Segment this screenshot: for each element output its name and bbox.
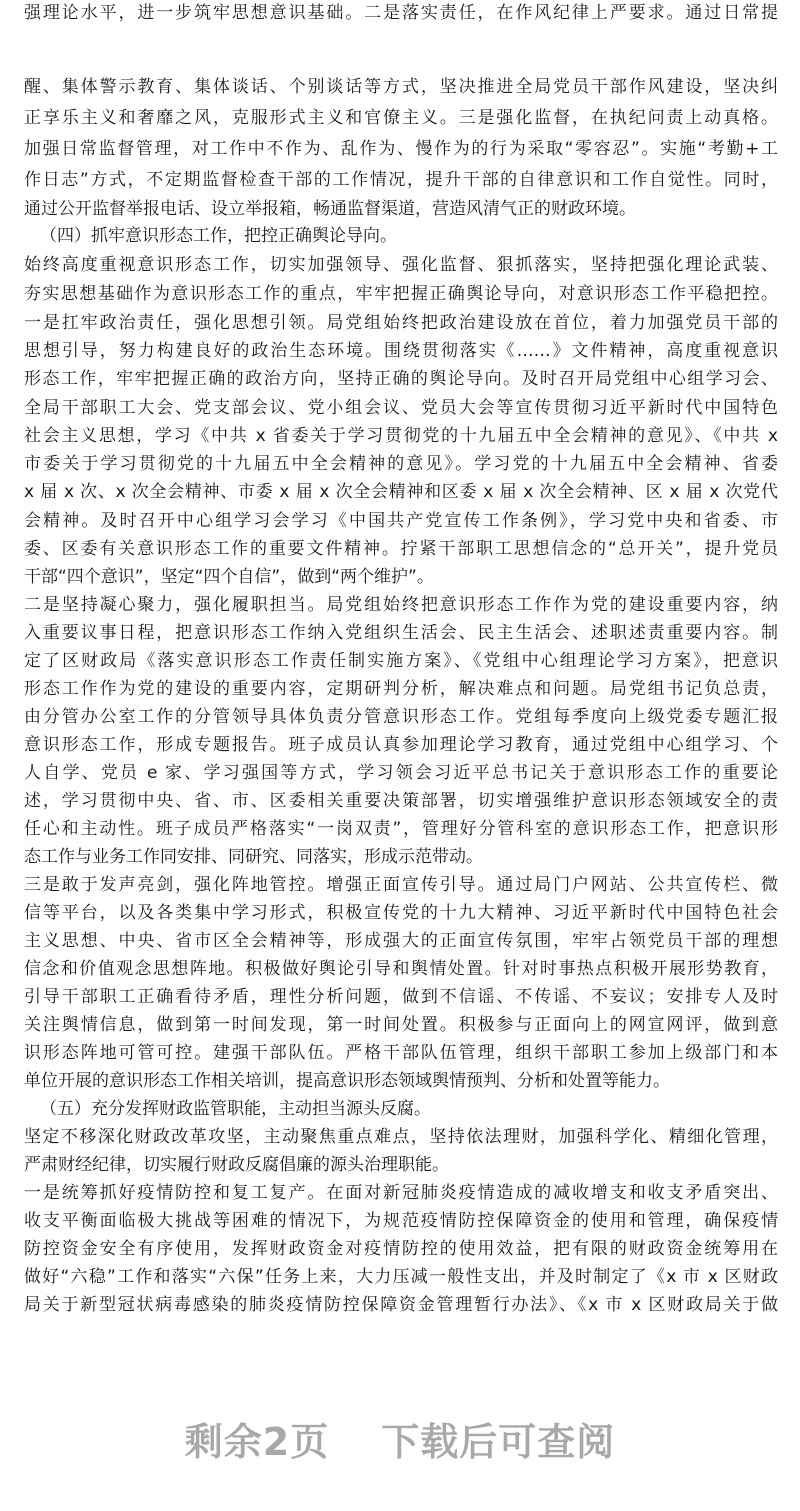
text-line: 强理论水平，进一步筑牢思想意识基础。二是落实责任，在作风纪律上严要求。通过日常提 <box>24 3 778 23</box>
text-line: 思想引导，努力构建良好的政治生态环境。围绕贯彻落实《……》文件精神，高度重视意识 <box>24 341 778 361</box>
text-line: 委、区委有关意识形态工作的重要文件精神。拧紧干部职工思想信念的“总开关”，提升党员 <box>24 539 778 559</box>
text-line: 做好“六稳”工作和落实“六保”任务上来，大力压减一般性支出，并及时制定了《x 市 x 区财政 <box>24 1267 778 1287</box>
text-line: 人自学、党员 e 家、学习强国等方式，学习领会习近平总书记关于意识形态工作的重要论 <box>24 763 778 783</box>
text-line: 市委关于学习贯彻党的十九届五中全会精神的意见》。学习党的十九届五中全会精神、省委 <box>24 454 778 474</box>
text-line: 意识形态工作，形成专题报告。班子成员认真参加理论学习教育，通过党组中心组学习、个 <box>24 735 778 755</box>
text-line: 夯实思想基础作为意识形态工作的重点，牢牢把握正确舆论导向，对意识形态工作平稳把控。 <box>24 284 778 304</box>
text-line: 定了区财政局《落实意识形态工作责任制实施方案》、《党组中心组理论学习方案》，把意识 <box>24 651 778 671</box>
text-line: 干部“四个意识”，坚定“四个自信”，做到“两个维护”。 <box>24 567 434 587</box>
text-line: 关注舆情信息，做到第一时间发现，第一时间处置。积极参与正面向上的网宣网评，做到意 <box>24 1015 778 1035</box>
text-line: 社会主义思想，学习《中共 x 省委关于学习贯彻党的十九届五中全会精神的意见》、《中共 x <box>24 426 778 446</box>
text-line: 态工作与业务工作同安排、同研究、同落实，形成示范带动。 <box>24 847 483 867</box>
text-line: 信等平台，以及各类集中学习形式，积极宣传党的十九大精神、习近平新时代中国特色社会 <box>24 903 778 923</box>
text-line: 正享乐主义和奢靡之风，克服形式主义和官僚主义。三是强化监督，在执纪问责上动真格。 <box>24 108 778 128</box>
text-line: 二是坚持凝心聚力，强化履职担当。局党组始终把意识形态工作作为党的建设重要内容，纳 <box>24 595 778 615</box>
download-prompt-banner[interactable] <box>0 1398 800 1478</box>
text-line: 单位开展的意识形态工作相关培训，提高意识形态领域舆情预判、分析和处置等能力。 <box>24 1071 670 1091</box>
text-line: 述，学习贯彻中央、省、市、区委相关重要决策部署，切实增强维护意识形态领域安全的责 <box>24 791 778 811</box>
text-line: 防控资金安全有序使用，发挥财政资金对疫情防控的使用效益，把有限的财政资金统筹用在 <box>24 1239 778 1259</box>
text-line: 通过公开监督举报电话、设立举报箱，畅通监督渠道，营造风清气正的财政环境。 <box>24 199 636 219</box>
text-line: x 届 x 次、x 次全会精神、市委 x 届 x 次全会精神和区委 x 届 x 次全会精神、区 x 届 x 次党代 <box>24 482 778 502</box>
download-to-view-label[interactable]: 下载后可查阅 <box>381 1419 616 1464</box>
section-heading: （五）充分发挥财政监管职能，主动担当源头反腐。 <box>40 1099 431 1119</box>
text-line: 始终高度重视意识形态工作，切实加强领导、强化监督、狠抓落实，坚持把强化理论武装、 <box>24 255 778 275</box>
text-line: 识形态阵地可管可控。建强干部队伍。严格干部队伍管理，组织干部职工参加上级部门和本 <box>24 1043 778 1063</box>
text-line: 收支平衡面临极大挑战等困难的情况下，为规范疫情防控保障资金的使用和管理，确保疫情 <box>24 1211 778 1231</box>
text-line: 醒、集体警示教育、集体谈话、个别谈话等方式，坚决推进全局党员干部作风建设，坚决纠 <box>24 77 778 97</box>
text-line: 会精神。及时召开中心组学习会学习《中国共产党宣传工作条例》，学习党中央和省委、市 <box>24 511 778 531</box>
text-line: 信念和价值观念思想阵地。积极做好舆论引导和舆情处置。针对时事热点积极开展形势教育， <box>24 959 778 979</box>
text-line: 局关于新型冠状病毒感染的肺炎疫情防控保障资金管理暂行办法》、《x 市 x 区财政局关于做 <box>24 1295 778 1315</box>
text-line: 严肃财经纪律，切实履行财政反腐倡廉的源头治理职能。 <box>24 1155 449 1175</box>
text-line: 加强日常监督管理，对工作中不作为、乱作为、慢作为的行为采取“零容忍”。实施“考勤+工 <box>24 139 778 159</box>
text-line: 形态工作作为党的建设的重要内容，定期研判分析，解决难点和问题。局党组书记负总责， <box>24 679 778 699</box>
section-heading: （四）抓牢意识形态工作，把控正确舆论导向。 <box>40 226 397 246</box>
text-line: 坚定不移深化财政改革攻坚，主动聚焦重点难点，坚持依法理财，加强科学化、精细化管理， <box>24 1127 778 1147</box>
text-line: 一是统筹抓好疫情防控和复工复产。在面对新冠肺炎疫情造成的减收增支和收支矛盾突出、 <box>24 1183 778 1203</box>
text-line: 作日志”方式，不定期监督检查干部的工作情况，提升干部的自律意识和工作自觉性。同时， <box>24 170 778 190</box>
text-line: 由分管办公室工作的分管领导具体负责分管意识形态工作。党组每季度向上级党委专题汇报 <box>24 707 778 727</box>
text-line: 全局干部职工大会、党支部会议、党小组会议、党员大会等宣传贯彻习近平新时代中国特色 <box>24 398 778 418</box>
remaining-pages-label[interactable]: 剩余2页 <box>184 1419 330 1464</box>
text-line: 一是扛牢政治责任，强化思想引领。局党组始终把政治建设放在首位，着力加强党员干部的 <box>24 313 778 333</box>
text-line: 引导干部职工正确看待矛盾，理性分析问题，做到不信谣、不传谣、不妄议；安排专人及时 <box>24 987 778 1007</box>
text-line: 三是敢于发声亮剑，强化阵地管控。增强正面宣传引导。通过局门户网站、公共宣传栏、微 <box>24 875 778 895</box>
text-line: 任心和主动性。班子成员严格落实“一岗双责”，管理好分管科室的意识形态工作，把意识形 <box>24 819 778 839</box>
text-line: 形态工作，牢牢把握正确的政治方向，坚持正确的舆论导向。及时召开局党组中心组学习会、 <box>24 369 778 389</box>
text-line: 主义思想、中央、省市区全会精神等，形成强大的正面宣传氛围，牢牢占领党员干部的理想 <box>24 931 778 951</box>
text-line: 入重要议事日程，把意识形态工作纳入党组织生活会、民主生活会、述职述责重要内容。制 <box>24 623 778 643</box>
